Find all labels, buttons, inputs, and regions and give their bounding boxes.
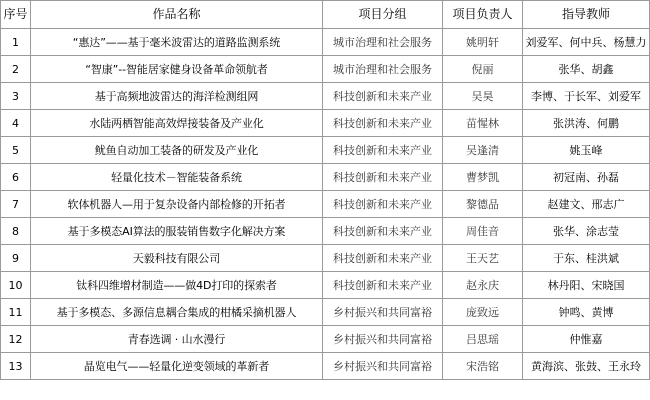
table-row: [1, 272, 650, 299]
cell-advisors: 姚玉峰: [523, 137, 650, 164]
cell-no: 13: [1, 353, 31, 380]
cell-advisors: 钟鸣、黄博: [523, 299, 650, 326]
cell-advisors: 于东、桂洪斌: [523, 245, 650, 272]
cell-project-group: 科技创新和未来产业: [323, 164, 443, 191]
cell-project-group: 城市治理和社会服务: [323, 56, 443, 83]
cell-project-name: 青春选调 · 山水漫行: [31, 326, 323, 353]
cell-advisors: 仲惟嘉: [523, 326, 650, 353]
cell-project-lead: 周佳音: [443, 218, 523, 245]
cell-project-group: 城市治理和社会服务: [323, 29, 443, 56]
cell-no: 4: [1, 110, 31, 137]
cell-advisors: 黄海滨、张鼓、王永玲: [523, 353, 650, 380]
cell-no: 6: [1, 164, 31, 191]
table-row: [1, 110, 650, 137]
cell-advisors: 刘爱军、何中兵、杨慧力: [523, 29, 650, 56]
cell-project-lead: 吕思瑶: [443, 326, 523, 353]
cell-advisors: 初冠南、孙磊: [523, 164, 650, 191]
cell-project-lead: 吴昊: [443, 83, 523, 110]
header-group: 项目分组: [323, 1, 443, 29]
header-no: 序号: [1, 1, 31, 29]
cell-advisors: 张华、涂志莹: [523, 218, 650, 245]
cell-project-name: “智康”--智能居家健身设备革命领航者: [31, 56, 323, 83]
cell-advisors: 张华、胡鑫: [523, 56, 650, 83]
cell-project-group: 科技创新和未来产业: [323, 110, 443, 137]
table-row: [1, 137, 650, 164]
cell-project-lead: 姚明轩: [443, 29, 523, 56]
table-header-row: [1, 1, 650, 29]
cell-no: 8: [1, 218, 31, 245]
cell-advisors: 李博、于长军、刘爱军: [523, 83, 650, 110]
cell-no: 5: [1, 137, 31, 164]
cell-no: 3: [1, 83, 31, 110]
cell-project-group: 乡村振兴和共同富裕: [323, 299, 443, 326]
table-row: [1, 245, 650, 272]
cell-project-group: 乡村振兴和共同富裕: [323, 353, 443, 380]
table-row: [1, 218, 650, 245]
table-row: [1, 83, 650, 110]
cell-no: 11: [1, 299, 31, 326]
cell-advisors: 赵建文、邢志广: [523, 191, 650, 218]
table-row: [1, 56, 650, 83]
cell-project-group: 科技创新和未来产业: [323, 218, 443, 245]
cell-project-name: 基于高频地波雷达的海洋检测组网: [31, 83, 323, 110]
cell-project-lead: 宋浩铭: [443, 353, 523, 380]
cell-project-lead: 吴逢清: [443, 137, 523, 164]
cell-no: 9: [1, 245, 31, 272]
cell-advisors: 林丹阳、宋晓国: [523, 272, 650, 299]
cell-project-group: 科技创新和未来产业: [323, 272, 443, 299]
cell-no: 10: [1, 272, 31, 299]
cell-project-lead: 王天艺: [443, 245, 523, 272]
table-row: [1, 164, 650, 191]
cell-project-name: 轻量化技术－智能装备系统: [31, 164, 323, 191]
table-row: [1, 326, 650, 353]
cell-project-lead: 苗惺林: [443, 110, 523, 137]
table-row: [1, 191, 650, 218]
cell-project-lead: 赵永庆: [443, 272, 523, 299]
cell-project-lead: 黎德品: [443, 191, 523, 218]
table-row: [1, 353, 650, 380]
header-advisors: 指导教师: [523, 1, 650, 29]
cell-project-group: 科技创新和未来产业: [323, 83, 443, 110]
cell-project-name: 天毅科技有限公司: [31, 245, 323, 272]
table-row: [1, 299, 650, 326]
cell-project-group: 科技创新和未来产业: [323, 137, 443, 164]
cell-project-name: “惠达”——基于毫米波雷达的道路监测系统: [31, 29, 323, 56]
cell-project-group: 科技创新和未来产业: [323, 245, 443, 272]
cell-project-group: 科技创新和未来产业: [323, 191, 443, 218]
cell-project-group: 乡村振兴和共同富裕: [323, 326, 443, 353]
cell-project-name: 钛科四维增材制造——做4D打印的探索者: [31, 272, 323, 299]
cell-project-lead: 庞致远: [443, 299, 523, 326]
header-lead: 项目负责人: [443, 1, 523, 29]
cell-no: 7: [1, 191, 31, 218]
cell-no: 12: [1, 326, 31, 353]
cell-advisors: 张洪涛、何鹏: [523, 110, 650, 137]
cell-project-name: 软体机器人—用于复杂设备内部检修的开拓者: [31, 191, 323, 218]
header-name: 作品名称: [31, 1, 323, 29]
table-row: [1, 29, 650, 56]
cell-project-lead: 倪丽: [443, 56, 523, 83]
cell-no: 1: [1, 29, 31, 56]
cell-no: 2: [1, 56, 31, 83]
cell-project-name: 基于多模态AI算法的服装销售数字化解决方案: [31, 218, 323, 245]
cell-project-name: 水陆两栖智能高效焊接装备及产业化: [31, 110, 323, 137]
cell-project-name: 鱿鱼自动加工装备的研发及产业化: [31, 137, 323, 164]
cell-project-lead: 曹梦凯: [443, 164, 523, 191]
cell-project-name: 基于多模态、多源信息耦合集成的柑橘采摘机器人: [31, 299, 323, 326]
cell-project-name: 晶览电气——轻量化逆变领域的革新者: [31, 353, 323, 380]
